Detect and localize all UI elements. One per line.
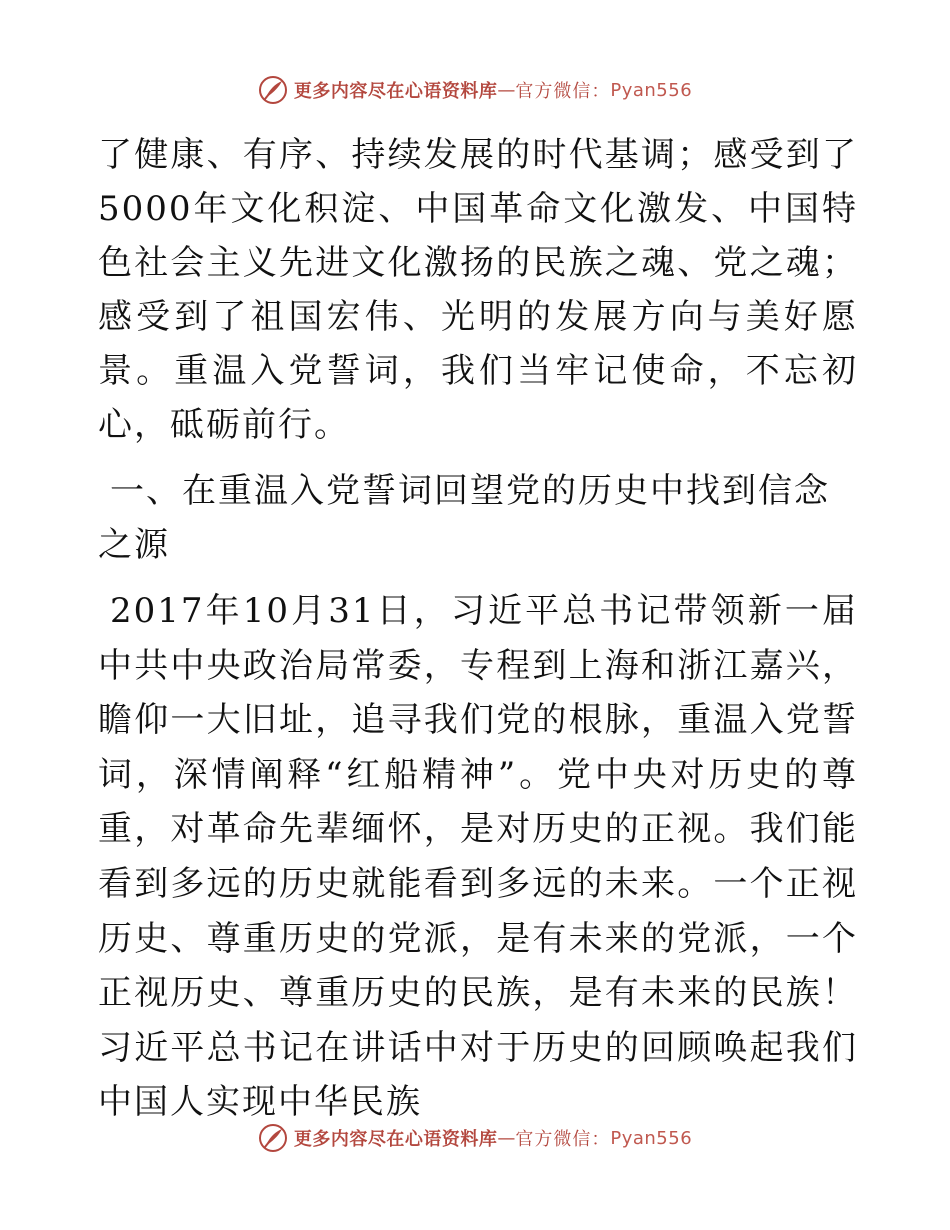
section-heading: 一、在重温入党誓词回望党的历史中找到信念之源 <box>98 471 830 565</box>
banner-text <box>294 1125 692 1151</box>
quill-pen-logo-icon <box>258 1123 288 1153</box>
banner-dash: — <box>497 79 516 101</box>
banner-main-text: 更多内容尽在心语资料库 <box>293 1129 498 1150</box>
document-body <box>98 128 858 1130</box>
banner-wechat-id: Pyan556 <box>610 1127 693 1149</box>
quill-pen-logo-icon <box>258 75 288 105</box>
header-banner <box>0 70 950 110</box>
banner-wechat-label: 官方微信： <box>515 1129 611 1150</box>
footer-banner <box>0 1118 950 1158</box>
banner-text <box>294 77 692 103</box>
banner-dash: — <box>497 1127 516 1149</box>
intro-paragraph: 了健康、有序、持续发展的时代基调；感受到了5000年文化积淀、中国革命文化激发、中国特色社会主义先进文化激扬的民族之魂、党之魂；感受到了祖国宏伟、光明的发展方向与美好愿景。重温入党誓词，我们当牢记使命，不忘初心，砥砺前行。 <box>98 135 858 445</box>
banner-main-text: 更多内容尽在心语资料库 <box>293 81 498 102</box>
banner-wechat-label: 官方微信： <box>515 81 611 102</box>
section-paragraph: 2017年10月31日，习近平总书记带领新一届中共中央政治局常委，专程到上海和浙江嘉兴，瞻仰一大旧址，追寻我们党的根脉，重温入党誓词，深情阐释“红船精神”。党中央对历史的尊重，对革命先辈缅怀，是对历史的正视。我们能看到多远的历史就能看到多远的未来。一个正视历史、尊重历史的党派，是有未来的党派，一个正视历史、尊重历史的民族，是有未来的民族！习近平总书记在讲话中对于历史的回顾唤起我们中国人实现中华民族 <box>98 591 858 1123</box>
banner-wechat-id: Pyan556 <box>610 79 693 101</box>
